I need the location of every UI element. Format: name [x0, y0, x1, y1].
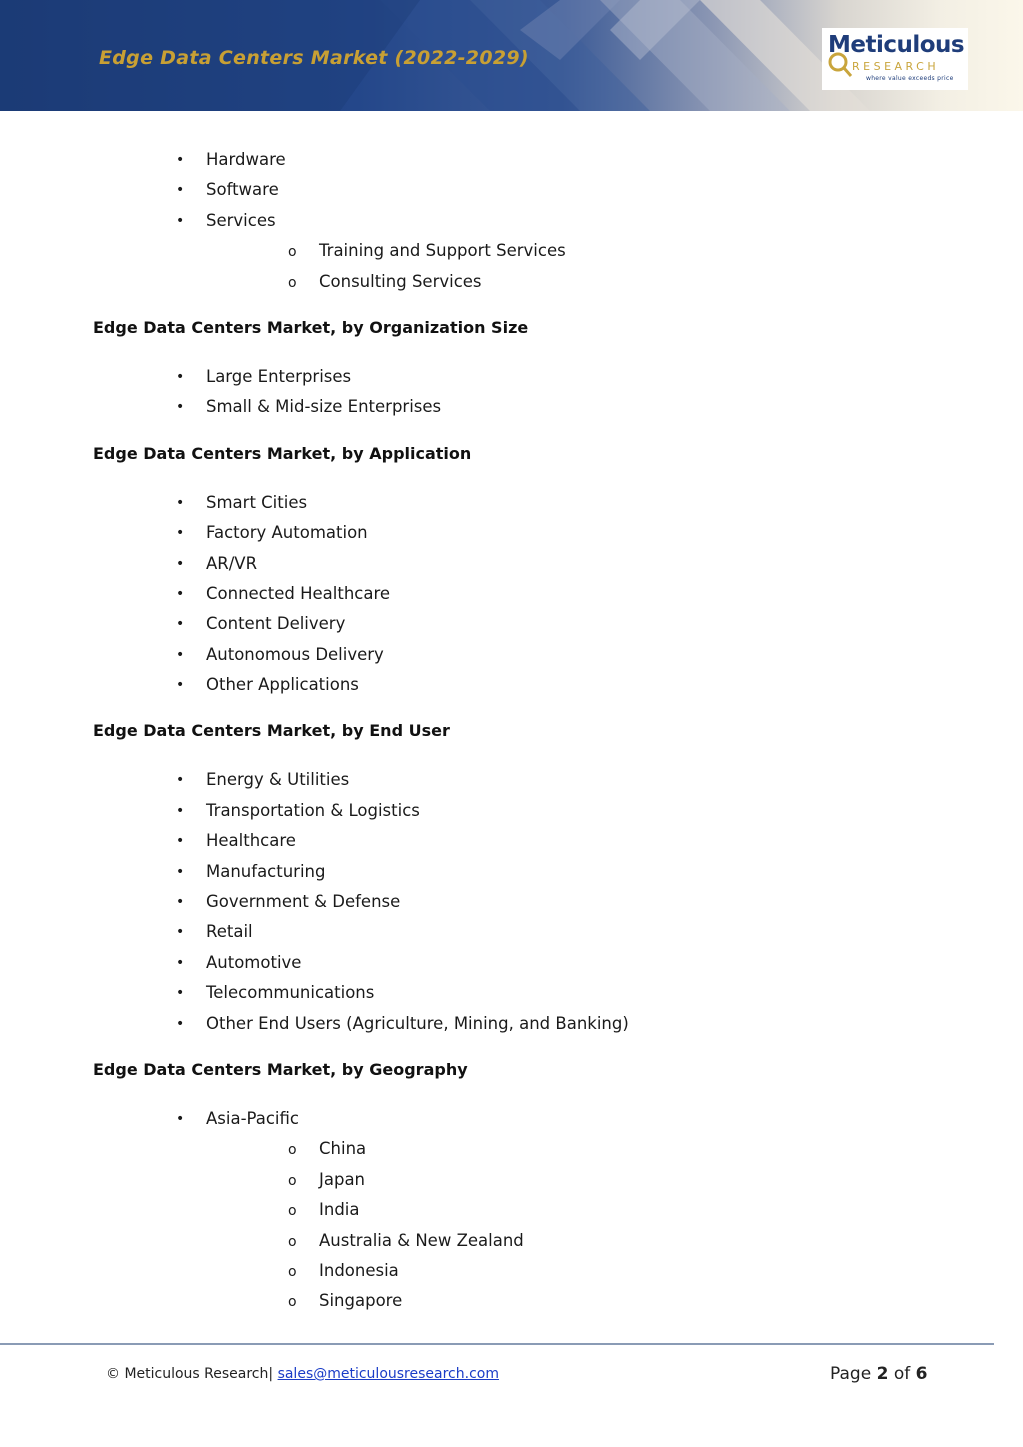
page-word: Page: [830, 1364, 872, 1384]
page-total: 6: [915, 1364, 928, 1384]
bullet: •: [176, 494, 185, 511]
list-item: • Automotive: [0, 948, 1023, 978]
section-heading-geography: Edge Data Centers Market, by Geography: [93, 1059, 468, 1079]
bullet: •: [176, 863, 185, 880]
logo-name: Meticulous: [828, 32, 965, 58]
bullet: •: [176, 399, 185, 416]
list-item: • Hardware: [0, 145, 1023, 175]
bullet: •: [176, 182, 185, 199]
document-body: [0, 145, 1023, 1317]
logo-tagline: where value exceeds price: [866, 75, 954, 82]
services-sublist: [0, 236, 1023, 297]
document-title: Edge Data Centers Market (2022-2029): [99, 47, 529, 69]
list-item: • Small & Mid-size Enterprises: [0, 392, 1023, 422]
bullet: o: [288, 274, 297, 291]
application-list: [0, 488, 1023, 701]
list-item: o Japan: [0, 1165, 1023, 1195]
bullet: •: [176, 1110, 185, 1127]
list-item: • Connected Healthcare: [0, 579, 1023, 609]
list-item: • AR/VR: [0, 549, 1023, 579]
bullet: •: [176, 1015, 185, 1032]
list-item: • Energy & Utilities: [0, 765, 1023, 795]
bullet: •: [176, 368, 185, 385]
end-user-list: [0, 765, 1023, 1039]
page-current: 2: [876, 1364, 889, 1384]
list-item: o Australia & New Zealand: [0, 1226, 1023, 1256]
list-item: o Indonesia: [0, 1256, 1023, 1286]
bullet: •: [176, 525, 185, 542]
footer-divider: [0, 1343, 994, 1345]
bullet: o: [288, 1233, 297, 1250]
list-item: • Retail: [0, 917, 1023, 947]
list-item: • Telecommunications: [0, 978, 1023, 1008]
bullet: •: [176, 772, 185, 789]
copyright-text: © Meticulous Research|: [106, 1366, 274, 1382]
bullet: o: [288, 1142, 297, 1159]
list-item: • Large Enterprises: [0, 362, 1023, 392]
bullet: o: [288, 1263, 297, 1280]
meticulous-research-logo: [822, 28, 968, 90]
list-item: • Software: [0, 175, 1023, 205]
bullet: o: [288, 1294, 297, 1311]
page-number: [830, 1364, 927, 1384]
bullet: •: [176, 212, 185, 229]
list-item: • Factory Automation: [0, 518, 1023, 548]
list-item: • Content Delivery: [0, 609, 1023, 639]
email-link[interactable]: sales@meticulousresearch.com: [277, 1366, 499, 1382]
bullet: •: [176, 894, 185, 911]
bullet: •: [176, 985, 185, 1002]
list-item: • Manufacturing: [0, 857, 1023, 887]
page-of: of: [893, 1364, 911, 1384]
list-item: • Government & Defense: [0, 887, 1023, 917]
list-item: o Training and Support Services: [0, 236, 1023, 266]
bullet: •: [176, 924, 185, 941]
section-heading-end-user: Edge Data Centers Market, by End User: [93, 721, 450, 741]
bullet: o: [288, 1203, 297, 1220]
section-heading-application: Edge Data Centers Market, by Application: [93, 443, 472, 463]
list-item: • Other Applications: [0, 670, 1023, 700]
bullet: •: [176, 585, 185, 602]
section-heading-organization-size: Edge Data Centers Market, by Organization Size: [93, 317, 529, 337]
list-item: o Singapore: [0, 1286, 1023, 1316]
page-header: [0, 0, 1023, 111]
list-item: • Smart Cities: [0, 488, 1023, 518]
bullet: •: [176, 677, 185, 694]
bullet: o: [288, 1172, 297, 1189]
bullet: •: [176, 616, 185, 633]
list-item: • Autonomous Delivery: [0, 640, 1023, 670]
bullet: •: [176, 802, 185, 819]
bullet: •: [176, 833, 185, 850]
bullet: •: [176, 954, 185, 971]
bullet: •: [176, 555, 185, 572]
list-item: • Transportation & Logistics: [0, 796, 1023, 826]
list-item: • Services: [0, 206, 1023, 236]
offering-list: [0, 145, 1023, 236]
list-item: • Healthcare: [0, 826, 1023, 856]
list-item: o Consulting Services: [0, 267, 1023, 297]
organization-size-list: [0, 362, 1023, 423]
asia-pacific-sublist: [0, 1134, 1023, 1316]
bullet: •: [176, 646, 185, 663]
logo-subtitle: RESEARCH: [852, 60, 940, 73]
footer-copyright: [106, 1366, 499, 1382]
list-item: • Other End Users (Agriculture, Mining, and Banking): [0, 1009, 1023, 1039]
bullet: •: [176, 152, 185, 168]
list-item: o India: [0, 1195, 1023, 1225]
geography-list: [0, 1104, 1023, 1134]
list-item: o China: [0, 1134, 1023, 1164]
bullet: o: [288, 244, 297, 261]
list-item: • Asia-Pacific: [0, 1104, 1023, 1134]
